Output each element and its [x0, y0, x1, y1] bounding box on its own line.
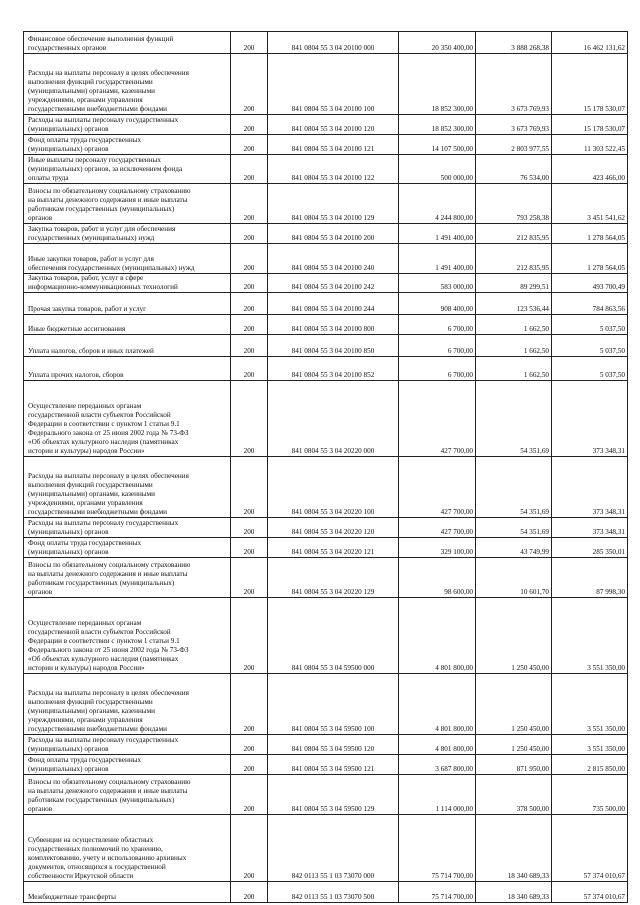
row-name-cell: Расходы на выплаты персоналу в целях обеспечения выполнения функций государственными (муниципальными) органами, казенными учреждениями, органами управления государственными внебюджетными фондами: [24, 54, 231, 115]
row-approved-cell: 427 700,00: [399, 517, 476, 537]
row-name-cell: Иные выплаты персоналу государственных (муниципальных) органов, за исключением фонда оплаты труда: [24, 155, 231, 184]
row-name-cell: Субвенции на осуществление областных государственных полномочий по хранению, комплектованию, учету и использованию архивных документов, относящихся к государственной собственности Иркутской области: [24, 814, 231, 881]
row-remaining-cell: 3 451 541,62: [552, 184, 628, 224]
row-approved-cell: 427 700,00: [399, 380, 476, 456]
table-row: [24, 184, 628, 224]
table-row: [24, 537, 628, 557]
row-remaining-cell: 57 374 010,67: [552, 881, 628, 902]
row-approved-cell: 3 687 800,00: [399, 754, 476, 774]
row-code-cell: 200: [231, 356, 268, 380]
table-row: [24, 673, 628, 734]
row-approved-cell: 75 714 700,00: [399, 881, 476, 902]
row-approved-cell: 75 714 700,00: [399, 814, 476, 881]
row-remaining-cell: 285 350,01: [552, 537, 628, 557]
row-name-cell: Взносы по обязательному социальному страхованию на выплаты денежного содержания и иные выплаты работникам государственных (муниципальных) органов: [24, 184, 231, 224]
table-row: [24, 314, 628, 334]
row-remaining-cell: 11 303 522,45: [552, 135, 628, 155]
row-code-cell: 200: [231, 184, 268, 224]
row-budget-code-cell: 841 0804 55 3 04 20100 244: [268, 292, 399, 314]
row-name-cell: Расходы на выплаты персоналу в целях обеспечения выполнения функций государственными (муниципальными) органами, казенными учреждениями, органами управления государственными внебюджетными фондами: [24, 456, 231, 517]
row-remaining-cell: 784 863,56: [552, 292, 628, 314]
table-row: [24, 32, 628, 54]
table-row: [24, 774, 628, 814]
row-code-cell: 200: [231, 115, 268, 135]
row-budget-code-cell: 841 0804 55 3 04 20100 850: [268, 334, 399, 356]
row-remaining-cell: 5 037,50: [552, 334, 628, 356]
row-name-cell: Уплата налогов, сборов и иных платежей: [24, 334, 231, 356]
table-row: [24, 274, 628, 293]
row-remaining-cell: 1 278 564,05: [552, 224, 628, 244]
row-budget-code-cell: 842 0113 55 1 03 73070 000: [268, 814, 399, 881]
row-executed-cell: 1 662,50: [476, 314, 552, 334]
table-row: [24, 356, 628, 380]
row-executed-cell: 1 250 450,00: [476, 673, 552, 734]
row-budget-code-cell: 841 0804 55 3 04 59500 129: [268, 774, 399, 814]
row-code-cell: 200: [231, 314, 268, 334]
row-approved-cell: 4 801 800,00: [399, 673, 476, 734]
row-remaining-cell: 373 348,31: [552, 517, 628, 537]
row-executed-cell: 54 351,69: [476, 380, 552, 456]
row-remaining-cell: 16 462 131,62: [552, 32, 628, 54]
row-name-cell: Взносы по обязательному социальному страхованию на выплаты денежного содержания и иные выплаты работникам государственных (муниципальных) органов: [24, 557, 231, 597]
row-budget-code-cell: 841 0804 55 3 04 20220 120: [268, 517, 399, 537]
row-budget-code-cell: 841 0804 55 3 04 20100 000: [268, 32, 399, 54]
row-budget-code-cell: 841 0804 55 3 04 20100 240: [268, 244, 399, 274]
row-approved-cell: 6 700,00: [399, 356, 476, 380]
row-approved-cell: 4 801 800,00: [399, 734, 476, 754]
row-name-cell: Осуществление переданных органам государственной власти субъектов Российской Федерации в соответствии с пунктом 1 статьи 9.1 Федерального закона от 25 июня 2002 года № 73-ФЗ «Об объектах культурного наследия (памятниках истории и культуры) народов России»: [24, 597, 231, 673]
row-budget-code-cell: 841 0804 55 3 04 20100 120: [268, 115, 399, 135]
row-code-cell: 200: [231, 380, 268, 456]
row-budget-code-cell: 841 0804 55 3 04 20100 242: [268, 274, 399, 293]
table-row: [24, 54, 628, 115]
row-name-cell: Финансовое обеспечение выполнения функций государственных органов: [24, 32, 231, 54]
row-remaining-cell: 2 815 850,00: [552, 754, 628, 774]
row-budget-code-cell: 841 0804 55 3 04 20220 121: [268, 537, 399, 557]
row-code-cell: 200: [231, 334, 268, 356]
row-remaining-cell: 373 348,31: [552, 456, 628, 517]
row-remaining-cell: 3 551 350,00: [552, 734, 628, 754]
row-approved-cell: 14 107 500,00: [399, 135, 476, 155]
row-remaining-cell: 15 178 530,07: [552, 54, 628, 115]
table-row: [24, 734, 628, 754]
row-approved-cell: 4 801 800,00: [399, 597, 476, 673]
row-budget-code-cell: 841 0804 55 3 04 20220 129: [268, 557, 399, 597]
row-approved-cell: 20 350 400,00: [399, 32, 476, 54]
row-approved-cell: 6 700,00: [399, 314, 476, 334]
row-approved-cell: 18 852 300,00: [399, 54, 476, 115]
table-row: [24, 557, 628, 597]
row-approved-cell: 4 244 800,00: [399, 184, 476, 224]
row-budget-code-cell: 841 0804 55 3 04 20220 100: [268, 456, 399, 517]
table-row: [24, 881, 628, 902]
table-row: [24, 380, 628, 456]
row-name-cell: Закупка товаров, работ и услуг для обеспечения государственных (муниципальных) нужд: [24, 224, 231, 244]
row-code-cell: 200: [231, 814, 268, 881]
row-code-cell: 200: [231, 155, 268, 184]
row-approved-cell: 427 700,00: [399, 456, 476, 517]
row-remaining-cell: 3 551 350,00: [552, 673, 628, 734]
row-executed-cell: 378 500,00: [476, 774, 552, 814]
row-remaining-cell: 373 348,31: [552, 380, 628, 456]
row-budget-code-cell: 841 0804 55 3 04 20100 122: [268, 155, 399, 184]
row-budget-code-cell: 841 0804 55 3 04 20100 100: [268, 54, 399, 115]
row-name-cell: Фонд оплаты труда государственных (муниципальных) органов: [24, 537, 231, 557]
row-budget-code-cell: 841 0804 55 3 04 20100 129: [268, 184, 399, 224]
row-budget-code-cell: 841 0804 55 3 04 20100 200: [268, 224, 399, 244]
row-budget-code-cell: 841 0804 55 3 04 59500 000: [268, 597, 399, 673]
row-approved-cell: 18 852 300,00: [399, 115, 476, 135]
row-remaining-cell: 493 700,49: [552, 274, 628, 293]
table-row: [24, 224, 628, 244]
row-code-cell: 200: [231, 244, 268, 274]
row-budget-code-cell: 841 0804 55 3 04 20220 000: [268, 380, 399, 456]
row-code-cell: 200: [231, 292, 268, 314]
table-row: [24, 456, 628, 517]
row-executed-cell: 2 803 977,55: [476, 135, 552, 155]
row-executed-cell: 76 534,00: [476, 155, 552, 184]
row-code-cell: 200: [231, 881, 268, 902]
table-row: [24, 115, 628, 135]
row-executed-cell: 89 299,51: [476, 274, 552, 293]
row-code-cell: 200: [231, 734, 268, 754]
row-budget-code-cell: 841 0804 55 3 04 20100 852: [268, 356, 399, 380]
row-remaining-cell: 57 374 010,67: [552, 814, 628, 881]
row-executed-cell: 54 351,69: [476, 456, 552, 517]
row-code-cell: 200: [231, 673, 268, 734]
row-code-cell: 200: [231, 274, 268, 293]
table-row: [24, 517, 628, 537]
row-code-cell: 200: [231, 224, 268, 244]
table-row: [24, 754, 628, 774]
row-executed-cell: 1 662,50: [476, 356, 552, 380]
table-row: [24, 292, 628, 314]
row-approved-cell: 500 000,00: [399, 155, 476, 184]
row-budget-code-cell: 841 0804 55 3 04 20100 121: [268, 135, 399, 155]
table-row: [24, 244, 628, 274]
row-name-cell: Закупка товаров, работ, услуг в сфере информационно-коммуникационных технологий: [24, 274, 231, 293]
row-executed-cell: 18 340 689,33: [476, 814, 552, 881]
row-code-cell: 200: [231, 54, 268, 115]
row-budget-code-cell: 842 0113 55 1 03 73070 500: [268, 881, 399, 902]
row-remaining-cell: 5 037,50: [552, 356, 628, 380]
row-executed-cell: 54 351,69: [476, 517, 552, 537]
row-remaining-cell: 3 551 350,00: [552, 597, 628, 673]
table-row: [24, 334, 628, 356]
row-executed-cell: 871 950,00: [476, 754, 552, 774]
table-row: [24, 135, 628, 155]
row-code-cell: 200: [231, 456, 268, 517]
budget-execution-table: [23, 31, 628, 903]
table-row: [24, 155, 628, 184]
row-executed-cell: 1 250 450,00: [476, 597, 552, 673]
row-approved-cell: 1 491 400,00: [399, 224, 476, 244]
row-code-cell: 200: [231, 557, 268, 597]
row-budget-code-cell: 841 0804 55 3 04 20100 800: [268, 314, 399, 334]
row-approved-cell: 329 100,00: [399, 537, 476, 557]
row-remaining-cell: 5 037,50: [552, 314, 628, 334]
row-executed-cell: 43 749,99: [476, 537, 552, 557]
row-executed-cell: 793 258,38: [476, 184, 552, 224]
row-name-cell: Фонд оплаты труда государственных (муниципальных) органов: [24, 135, 231, 155]
row-approved-cell: 583 000,00: [399, 274, 476, 293]
row-name-cell: Межбюджетные трансферты: [24, 881, 231, 902]
row-approved-cell: 908 400,00: [399, 292, 476, 314]
row-budget-code-cell: 841 0804 55 3 04 59500 121: [268, 754, 399, 774]
table-body: [24, 32, 628, 903]
row-remaining-cell: 423 466,00: [552, 155, 628, 184]
row-code-cell: 200: [231, 597, 268, 673]
row-approved-cell: 98 600,00: [399, 557, 476, 597]
row-budget-code-cell: 841 0804 55 3 04 59500 120: [268, 734, 399, 754]
row-approved-cell: 1 114 000,00: [399, 774, 476, 814]
row-remaining-cell: 87 998,30: [552, 557, 628, 597]
row-name-cell: Расходы на выплаты персоналу государственных (муниципальных) органов: [24, 734, 231, 754]
row-name-cell: Прочая закупка товаров, работ и услуг: [24, 292, 231, 314]
row-budget-code-cell: 841 0804 55 3 04 59500 100: [268, 673, 399, 734]
row-code-cell: 200: [231, 537, 268, 557]
row-executed-cell: 3 673 769,93: [476, 54, 552, 115]
row-code-cell: 200: [231, 135, 268, 155]
row-name-cell: Иные закупки товаров, работ и услуг для обеспечения государственных (муниципальных) нужд: [24, 244, 231, 274]
row-executed-cell: 18 340 689,33: [476, 881, 552, 902]
row-executed-cell: 1 250 450,00: [476, 734, 552, 754]
row-executed-cell: 1 662,50: [476, 334, 552, 356]
row-name-cell: Фонд оплаты труда государственных (муниципальных) органов: [24, 754, 231, 774]
row-approved-cell: 6 700,00: [399, 334, 476, 356]
row-executed-cell: 212 835,95: [476, 224, 552, 244]
row-code-cell: 200: [231, 774, 268, 814]
row-executed-cell: 123 536,44: [476, 292, 552, 314]
row-name-cell: Уплата прочих налогов, сборов: [24, 356, 231, 380]
row-code-cell: 200: [231, 32, 268, 54]
row-name-cell: Расходы на выплаты персоналу государственных (муниципальных) органов: [24, 115, 231, 135]
table-row: [24, 597, 628, 673]
row-remaining-cell: 735 500,00: [552, 774, 628, 814]
row-executed-cell: 10 601,70: [476, 557, 552, 597]
row-code-cell: 200: [231, 517, 268, 537]
row-name-cell: Расходы на выплаты персоналу государственных (муниципальных) органов: [24, 517, 231, 537]
row-name-cell: Осуществление переданных органам государственной власти субъектов Российской Федерации в соответствии с пунктом 1 статьи 9.1 Федерального закона от 25 июня 2002 года № 73-ФЗ «Об объектах культурного наследия (памятниках истории и культуры) народов России»: [24, 380, 231, 456]
row-executed-cell: 3 673 769,93: [476, 115, 552, 135]
row-executed-cell: 212 835,95: [476, 244, 552, 274]
row-name-cell: Иные бюджетные ассигнования: [24, 314, 231, 334]
row-remaining-cell: 1 278 564,05: [552, 244, 628, 274]
row-executed-cell: 3 888 268,38: [476, 32, 552, 54]
row-approved-cell: 1 491 400,00: [399, 244, 476, 274]
row-name-cell: Взносы по обязательному социальному страхованию на выплаты денежного содержания и иные выплаты работникам государственных (муниципальных) органов: [24, 774, 231, 814]
table-row: [24, 814, 628, 881]
row-code-cell: 200: [231, 754, 268, 774]
row-remaining-cell: 15 178 530,07: [552, 115, 628, 135]
row-name-cell: Расходы на выплаты персоналу в целях обеспечения выполнения функций государственными (муниципальными) органами, казенными учреждениями, органами управления государственными внебюджетными фондами: [24, 673, 231, 734]
